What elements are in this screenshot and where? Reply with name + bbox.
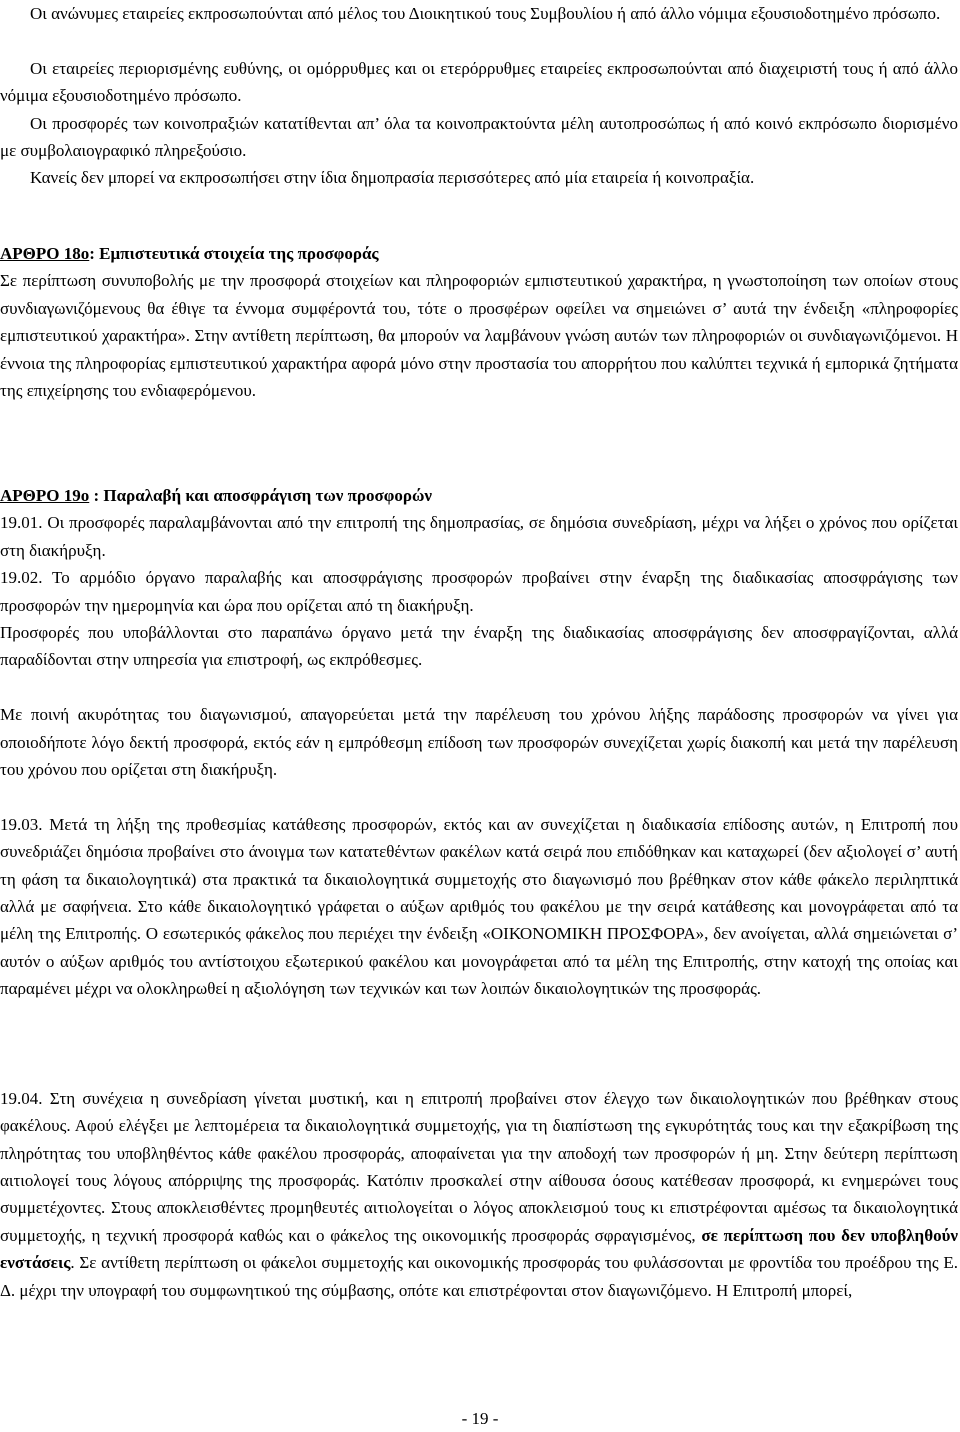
article-19-04-text: 19.04. Στη συνέχεια η συνεδρίαση γίνεται μυστική, και η επιτροπή προβαίνει στον έλεγχο των δικαιολογητικών που βρέθηκαν στους φακέλους. Αφού ελέγξει με λεπτομέρεια τα δικαιολογητικά συμμετοχής, για τη διαπίστωση της εγκυρότητάς τους και την εξακρίβωση της πληρότητας του υποβληθέντος κάθε φακέλου προσφοράς, αποφαίνεται για την αποδοχή των προσφορών ή μη. Στην δεύτερη περίπτωση αιτιολογεί τους λόγους απόρριψης της προσφοράς. Κατόπιν προσκαλεί στην αίθουσα όσους κατέθεσαν προσφορά, κι ενημερώνει τους συμμετέχοντες. Στους αποκλεισθέντες προμηθευτές αιτιολογείται ο λόγος αποκλεισμού τους κι επιστρέφονται αμέσως τα δικαιολογητικά συμμετοχής, η τεχνική προσφορά καθώς και ο φάκελος της οικονομικής προσφοράς σφραγισμένος, — [0, 1088, 958, 1245]
article-19-label: ΑΡΘΡΟ 19ο — [0, 486, 90, 505]
article-19-03: 19.03. Μετά τη λήξη της προθεσμίας κατάθεσης προσφορών, εκτός και αν συνεχίζεται η διαδικασία επίδοσης αυτών, η Επιτροπή που συνεδριάζει δημόσια προβαίνει στο άνοιγμα των κατατεθέντων φακέλων κατά σειρά που επιδόθηκαν και καταχωρεί (δεν αξιολογεί σ’ αυτή τη φάση τα δικαιολογητικά) στα πρακτικά τα δικαιολογητικά συμμετοχής στο διαγωνισμό που βρέθηκαν στον κάθε φάκελο περιληπτικά αλλά με σαφήνεια. Στο κάθε δικαιολογητικό γράφεται ο αύξων αριθμός του φακέλου με την σειρά κατάθεσης και μονογράφεται από τα μέλη της Επιτροπής. Ο εσωτερικός φάκελος που περιέχει την ένδειξη «ΟΙΚΟΝΟΜΙΚΗ ΠΡΟΣΦΟΡΑ», δεν ανοίγεται, αλλά σημειώνεται σ’ αυτόν ο αύξων αριθμός του αντίστοιχου εξωτερικού φακέλου και μονογράφεται από τα μέλη της Επιτροπής, στην κατοχή της οποίας και παραμένει μέχρι να ολοκληρωθεί η αξιολόγηση των τεχνικών και των λοιπών δικαιολογητικών της προσφοράς. — [0, 814, 958, 999]
article-18-label: ΑΡΘΡΟ 18ο — [0, 244, 90, 263]
intro-paragraph-epe: Οι εταιρείες περιορισμένης ευθύνης, οι ομόρρυθμες και οι ετερόρρυθμες εταιρείες εκπροσωπούνται από διαχειριστή τους ή από άλλο νόμιμα εξουσιοδοτημένο πρόσωπο. — [0, 58, 958, 106]
article-19-02-late-offers: Προσφορές που υποβάλλονται στο παραπάνω όργανο μετά την έναρξη της διαδικασίας αποσφράγισης δεν αποσφραγίζονται, αλλά παραδίδονται στην υπηρεσία για επιστροφή, ως εκπρόθεσμες. — [0, 623, 958, 670]
intro-paragraph-representation-limit: Κανείς δεν μπορεί να εκπροσωπήσει στην ίδια δημοπρασία περισσότερες από μία εταιρεία ή κοινοπραξία. — [30, 168, 755, 188]
article-19-heading — [0, 482, 958, 509]
article-19-01: 19.01. Οι προσφορές παραλαμβάνονται από την επιτροπή της δημοπρασίας, σε δημόσια συνεδρίαση, μέχρι να λήξει ο χρόνος που ορίζεται στη διακήρυξη. — [0, 513, 958, 560]
page-number: - 19 - — [461, 1409, 499, 1428]
article-18-heading — [0, 240, 958, 267]
article-19-04-text-end: . Σε αντίθετη περίπτωση οι φάκελοι συμμετοχής και οικονομικής προσφοράς του φυλάσσονται με φροντίδα του προέδρου της Ε. Δ. μέχρι την υπογραφή του συμφωνητικού της σύμβασης, οπότε και επιστρέφονται στον διαγωνιζόμενο. Η Επιτροπή μπορεί, — [0, 1253, 958, 1300]
article-19-04-bold-phrase: σε περίπτωση που δεν υποβληθούν ενστάσεις — [0, 1225, 958, 1273]
article-19-04 — [0, 1085, 958, 1304]
article-19-02-nullity: Με ποινή ακυρότητας του διαγωνισμού, απαγορεύεται μετά την παρέλευση του χρόνου λήξης παράδοσης προσφορών να γίνει για οποιοδήποτε λόγο δεκτή προσφορά, εκτός εάν η εμπρόθεσμη επίδοση των προσφορών συνεχίζεται χωρίς διακοπή και μετά την παρέλευση του χρόνου που ορίζεται στη διακήρυξη. — [0, 705, 958, 779]
article-18-title: : Εμπιστευτικά στοιχεία της προσφοράς — [89, 244, 379, 263]
article-18-body: Σε περίπτωση συνυποβολής με την προσφορά στοιχείων και πληροφοριών εμπιστευτικού χαρακτήρα, η γνωστοποίηση των οποίων στους συνδιαγωνιζόμενους θα έθιγε τα έννομα συμφέροντά του, τότε ο προσφέρων οφείλει να σημειώνει σ’ αυτά την ένδειξη «πληροφορίες εμπιστευτικού χαρακτήρα». Στην αντίθετη περίπτωση, θα μπορούν να λαμβάνουν γνώση αυτών των πληροφοριών οι συνδιαγωνιζόμενοι. Η έννοια της πληροφορίας εμπιστευτικού χαρακτήρα αφορά μόνο στην προστασία του απορρήτου που καλύπτει τεχνικά ή εμπορικά ζητήματα της επιχείρησης του ενδιαφερόμενου. — [0, 271, 958, 401]
intro-paragraph-joint-ventures: Οι προσφορές των κοινοπραξιών κατατίθενται απ’ όλα τα κοινοπρακτούντα μέλη αυτοπροσώπως ή από κοινό εκπρόσωπο διορισμένο με συμβολαιογραφικό πληρεξούσιο. — [0, 113, 958, 160]
article-19-title: : Παραλαβή και αποσφράγιση των προσφορών — [89, 486, 432, 505]
article-19-02: 19.02. Το αρμόδιο όργανο παραλαβής και αποσφράγισης προσφορών προβαίνει στην έναρξη της διαδικασίας αποσφράγισης των προσφορών την ημερομηνία και ώρα που ορίζεται από τη διακήρυξη. — [0, 568, 958, 615]
intro-paragraph-sa: Οι ανώνυμες εταιρείες εκπροσωπούνται από μέλος του Διοικητικού τους Συμβουλίου ή από άλλο νόμιμα εξουσιοδοτημένο πρόσωπο. — [30, 4, 941, 23]
